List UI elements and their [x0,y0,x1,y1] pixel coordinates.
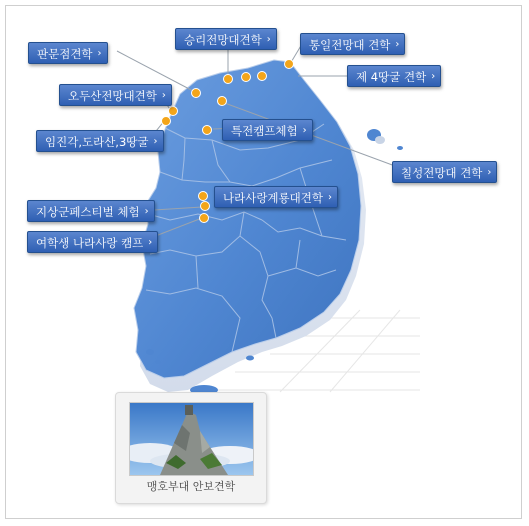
photo-caption: 맹호부대 안보견학 [146,480,236,493]
label-odusan-observatory[interactable]: 오두산전망대견학 › [59,84,172,106]
label-gyeryongdae[interactable]: 나라사랑계룡대견학 › [214,186,338,208]
label-chilseong-observatory[interactable]: 칠성전망대 견학 › [392,161,497,183]
chevron-right-icon: › [487,167,492,178]
chevron-right-icon: › [431,71,436,82]
chevron-right-icon: › [395,39,400,50]
chevron-right-icon: › [97,48,102,59]
maengho-unit-card[interactable] [115,392,267,504]
chevron-right-icon: › [148,237,153,248]
label-special-forces-camp[interactable]: 특전캠프체험 › [222,119,313,141]
dot-tongil [285,60,294,69]
dot-teukjeon [203,126,212,135]
dot-narasarang [199,192,208,201]
dot-seungni [224,75,233,84]
dokdo-island [397,146,403,150]
maengho-monument-photo [129,402,254,476]
label-tongil-observatory[interactable]: 통일전망대 견학 › [300,33,405,55]
chevron-right-icon: › [161,90,166,101]
chevron-right-icon: › [302,125,307,136]
dot-female-camp [200,214,209,223]
label-4th-tunnel[interactable]: 제 4땅굴 견학 › [347,65,441,87]
label-female-student-camp[interactable]: 여학생 나라사랑 캠프 › [27,231,158,253]
dot-festival [201,202,210,211]
label-panmunjeom[interactable]: 판문점견학 › [28,42,108,64]
dot-panmunjeom [192,89,201,98]
chevron-right-icon: › [144,206,149,217]
chevron-right-icon: › [266,34,271,45]
label-ground-force-festival[interactable]: 지상군페스티벌 체험 › [27,200,155,222]
chevron-right-icon: › [153,136,158,147]
chevron-right-icon: › [327,192,332,203]
dot-odusan [169,107,178,116]
label-imjingak[interactable]: 임진각,도라산,3땅굴 › [36,130,164,152]
label-seungni-observatory[interactable]: 승리전망대견학 › [175,28,277,50]
dot-chilseong [218,97,227,106]
